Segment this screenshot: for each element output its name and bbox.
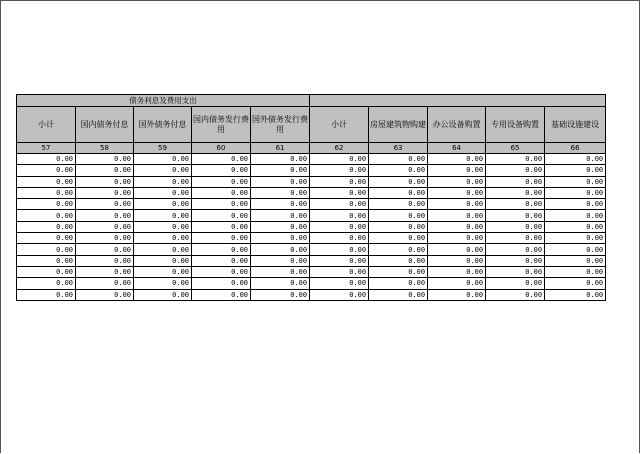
table-cell[interactable]: 0.00 — [192, 154, 251, 165]
table-cell[interactable]: 0.00 — [192, 176, 251, 187]
table-cell[interactable]: 0.00 — [486, 210, 545, 221]
table-cell[interactable]: 0.00 — [251, 233, 310, 244]
table-cell[interactable]: 0.00 — [545, 255, 606, 266]
column-code: 59 — [134, 143, 192, 154]
table-cell[interactable]: 0.00 — [134, 289, 192, 300]
table-row — [17, 278, 606, 289]
table-cell[interactable]: 0.00 — [76, 176, 134, 187]
table-row — [17, 289, 606, 300]
table-cell[interactable]: 0.00 — [369, 165, 428, 176]
table-cell[interactable]: 0.00 — [76, 154, 134, 165]
table-cell[interactable]: 0.00 — [486, 244, 545, 255]
group-title-capital — [310, 95, 606, 107]
column-header: 基础设施建设 — [545, 107, 606, 143]
column-code: 60 — [192, 143, 251, 154]
table-cell[interactable]: 0.00 — [192, 266, 251, 277]
table-cell[interactable]: 0.00 — [251, 154, 310, 165]
table-row — [17, 199, 606, 210]
table-cell[interactable]: 0.00 — [192, 244, 251, 255]
table-cell[interactable]: 0.00 — [17, 199, 76, 210]
table-cell[interactable]: 0.00 — [251, 187, 310, 198]
table-cell[interactable]: 0.00 — [17, 187, 76, 198]
table-cell[interactable]: 0.00 — [369, 176, 428, 187]
table-cell[interactable]: 0.00 — [192, 255, 251, 266]
table-cell[interactable]: 0.00 — [369, 187, 428, 198]
table-cell[interactable]: 0.00 — [369, 233, 428, 244]
table-cell[interactable]: 0.00 — [134, 210, 192, 221]
table-cell[interactable]: 0.00 — [76, 244, 134, 255]
table-cell[interactable]: 0.00 — [545, 244, 606, 255]
column-code: 66 — [545, 143, 606, 154]
table-row — [17, 244, 606, 255]
column-header: 小计 — [17, 107, 76, 143]
table-cell[interactable]: 0.00 — [369, 210, 428, 221]
table-cell[interactable]: 0.00 — [369, 154, 428, 165]
table-cell[interactable]: 0.00 — [251, 289, 310, 300]
table-cell[interactable]: 0.00 — [486, 187, 545, 198]
table-cell[interactable]: 0.00 — [134, 255, 192, 266]
column-header: 房屋建筑物购建 — [369, 107, 428, 143]
table-cell[interactable]: 0.00 — [545, 187, 606, 198]
table-cell[interactable]: 0.00 — [134, 199, 192, 210]
table-cell[interactable]: 0.00 — [134, 165, 192, 176]
table-row — [17, 154, 606, 165]
table-cell[interactable]: 0.00 — [428, 165, 486, 176]
table-cell[interactable]: 0.00 — [310, 244, 369, 255]
table-row — [17, 210, 606, 221]
table-cell[interactable]: 0.00 — [428, 210, 486, 221]
table-cell[interactable]: 0.00 — [428, 221, 486, 232]
table-cell[interactable]: 0.00 — [76, 233, 134, 244]
table-cell[interactable]: 0.00 — [76, 289, 134, 300]
table-cell[interactable]: 0.00 — [17, 289, 76, 300]
table-cell[interactable]: 0.00 — [428, 233, 486, 244]
column-code-row — [17, 143, 606, 154]
table-row — [17, 187, 606, 198]
table-cell[interactable]: 0.00 — [545, 199, 606, 210]
column-code: 62 — [310, 143, 369, 154]
table-cell[interactable]: 0.00 — [369, 199, 428, 210]
table-cell[interactable]: 0.00 — [310, 199, 369, 210]
table-cell[interactable]: 0.00 — [76, 278, 134, 289]
table-cell[interactable]: 0.00 — [369, 221, 428, 232]
table-cell[interactable]: 0.00 — [428, 176, 486, 187]
table-row — [17, 176, 606, 187]
table-cell[interactable]: 0.00 — [486, 154, 545, 165]
table-cell[interactable]: 0.00 — [369, 289, 428, 300]
table-cell[interactable]: 0.00 — [545, 165, 606, 176]
table-cell[interactable]: 0.00 — [545, 278, 606, 289]
table-cell[interactable]: 0.00 — [486, 165, 545, 176]
table-cell[interactable]: 0.00 — [486, 199, 545, 210]
table-cell[interactable]: 0.00 — [369, 266, 428, 277]
table-cell[interactable]: 0.00 — [486, 176, 545, 187]
table-cell[interactable]: 0.00 — [192, 278, 251, 289]
table-row — [17, 255, 606, 266]
table-cell[interactable]: 0.00 — [17, 244, 76, 255]
table-cell[interactable]: 0.00 — [17, 221, 76, 232]
table-cell[interactable]: 0.00 — [76, 221, 134, 232]
table-cell[interactable]: 0.00 — [310, 187, 369, 198]
table-cell[interactable]: 0.00 — [251, 165, 310, 176]
table-cell[interactable]: 0.00 — [310, 176, 369, 187]
table-cell[interactable]: 0.00 — [134, 176, 192, 187]
table-cell[interactable]: 0.00 — [310, 165, 369, 176]
table-cell[interactable]: 0.00 — [545, 210, 606, 221]
table-cell[interactable]: 0.00 — [17, 176, 76, 187]
table-row — [17, 165, 606, 176]
table-cell[interactable]: 0.00 — [17, 210, 76, 221]
table-cell[interactable]: 0.00 — [369, 255, 428, 266]
column-header: 国外债务发行费用 — [251, 107, 310, 143]
table-cell[interactable]: 0.00 — [134, 233, 192, 244]
column-header: 国内债务付息 — [76, 107, 134, 143]
table-cell[interactable]: 0.00 — [310, 278, 369, 289]
table-cell[interactable]: 0.00 — [428, 255, 486, 266]
table-cell[interactable]: 0.00 — [486, 266, 545, 277]
table-cell[interactable]: 0.00 — [134, 266, 192, 277]
table-body — [17, 95, 606, 301]
column-header-row — [17, 107, 606, 143]
table-cell[interactable]: 0.00 — [76, 210, 134, 221]
table-cell[interactable]: 0.00 — [310, 266, 369, 277]
data-table — [16, 94, 606, 301]
column-header: 国内债务发行费用 — [192, 107, 251, 143]
table-cell[interactable]: 0.00 — [17, 233, 76, 244]
table-cell[interactable]: 0.00 — [134, 278, 192, 289]
table-cell[interactable]: 0.00 — [76, 187, 134, 198]
table-cell[interactable]: 0.00 — [76, 266, 134, 277]
table-cell[interactable]: 0.00 — [251, 210, 310, 221]
table-cell[interactable]: 0.00 — [251, 278, 310, 289]
column-header: 专用设备购置 — [486, 107, 545, 143]
table-cell[interactable]: 0.00 — [17, 266, 76, 277]
column-header: 国外债务付息 — [134, 107, 192, 143]
table-cell[interactable]: 0.00 — [545, 233, 606, 244]
table-cell[interactable]: 0.00 — [251, 221, 310, 232]
table-cell[interactable]: 0.00 — [17, 255, 76, 266]
table-row — [17, 233, 606, 244]
table-cell[interactable]: 0.00 — [369, 278, 428, 289]
table-cell[interactable]: 0.00 — [17, 154, 76, 165]
table-cell[interactable]: 0.00 — [428, 278, 486, 289]
table-cell[interactable]: 0.00 — [310, 221, 369, 232]
table-cell[interactable]: 0.00 — [545, 176, 606, 187]
table-cell[interactable]: 0.00 — [134, 154, 192, 165]
table-cell[interactable]: 0.00 — [134, 244, 192, 255]
table-cell[interactable]: 0.00 — [192, 233, 251, 244]
table-cell[interactable]: 0.00 — [251, 266, 310, 277]
table-cell[interactable]: 0.00 — [76, 199, 134, 210]
table-cell[interactable]: 0.00 — [486, 255, 545, 266]
table-cell[interactable]: 0.00 — [310, 255, 369, 266]
table-cell[interactable]: 0.00 — [545, 289, 606, 300]
table-cell[interactable]: 0.00 — [545, 154, 606, 165]
table-cell[interactable]: 0.00 — [192, 210, 251, 221]
table-cell[interactable]: 0.00 — [134, 187, 192, 198]
column-code: 57 — [17, 143, 76, 154]
column-header: 小计 — [310, 107, 369, 143]
table-cell[interactable]: 0.00 — [192, 289, 251, 300]
table-cell[interactable]: 0.00 — [310, 210, 369, 221]
table-cell[interactable]: 0.00 — [134, 221, 192, 232]
table-row — [17, 221, 606, 232]
table-cell[interactable]: 0.00 — [310, 289, 369, 300]
table-cell[interactable]: 0.00 — [428, 199, 486, 210]
group-title-debt-interest: 债务利息及费用支出 — [17, 95, 310, 107]
table-cell[interactable]: 0.00 — [17, 165, 76, 176]
column-code: 63 — [369, 143, 428, 154]
table-cell[interactable]: 0.00 — [428, 187, 486, 198]
table-cell[interactable]: 0.00 — [428, 289, 486, 300]
table-cell[interactable]: 0.00 — [486, 221, 545, 232]
table-cell[interactable]: 0.00 — [251, 199, 310, 210]
column-code: 61 — [251, 143, 310, 154]
table-cell[interactable]: 0.00 — [17, 278, 76, 289]
table-cell[interactable]: 0.00 — [76, 165, 134, 176]
table-cell[interactable]: 0.00 — [369, 244, 428, 255]
table-cell[interactable]: 0.00 — [76, 255, 134, 266]
table-cell[interactable]: 0.00 — [192, 165, 251, 176]
column-code: 58 — [76, 143, 134, 154]
table-cell[interactable]: 0.00 — [310, 233, 369, 244]
table-cell[interactable]: 0.00 — [428, 266, 486, 277]
table-cell[interactable]: 0.00 — [251, 255, 310, 266]
table-cell[interactable]: 0.00 — [486, 233, 545, 244]
table-cell[interactable]: 0.00 — [486, 289, 545, 300]
table-cell[interactable]: 0.00 — [545, 266, 606, 277]
table-cell[interactable]: 0.00 — [486, 278, 545, 289]
table-cell[interactable]: 0.00 — [428, 154, 486, 165]
table-row — [17, 266, 606, 277]
table-cell[interactable]: 0.00 — [428, 244, 486, 255]
group-header-row — [17, 95, 606, 107]
table-cell[interactable]: 0.00 — [192, 187, 251, 198]
column-code: 65 — [486, 143, 545, 154]
column-header: 办公设备购置 — [428, 107, 486, 143]
table-cell[interactable]: 0.00 — [310, 154, 369, 165]
column-code: 64 — [428, 143, 486, 154]
table-cell[interactable]: 0.00 — [545, 221, 606, 232]
table-cell[interactable]: 0.00 — [251, 244, 310, 255]
table-cell[interactable]: 0.00 — [192, 221, 251, 232]
table-cell[interactable]: 0.00 — [192, 199, 251, 210]
table-cell[interactable]: 0.00 — [251, 176, 310, 187]
